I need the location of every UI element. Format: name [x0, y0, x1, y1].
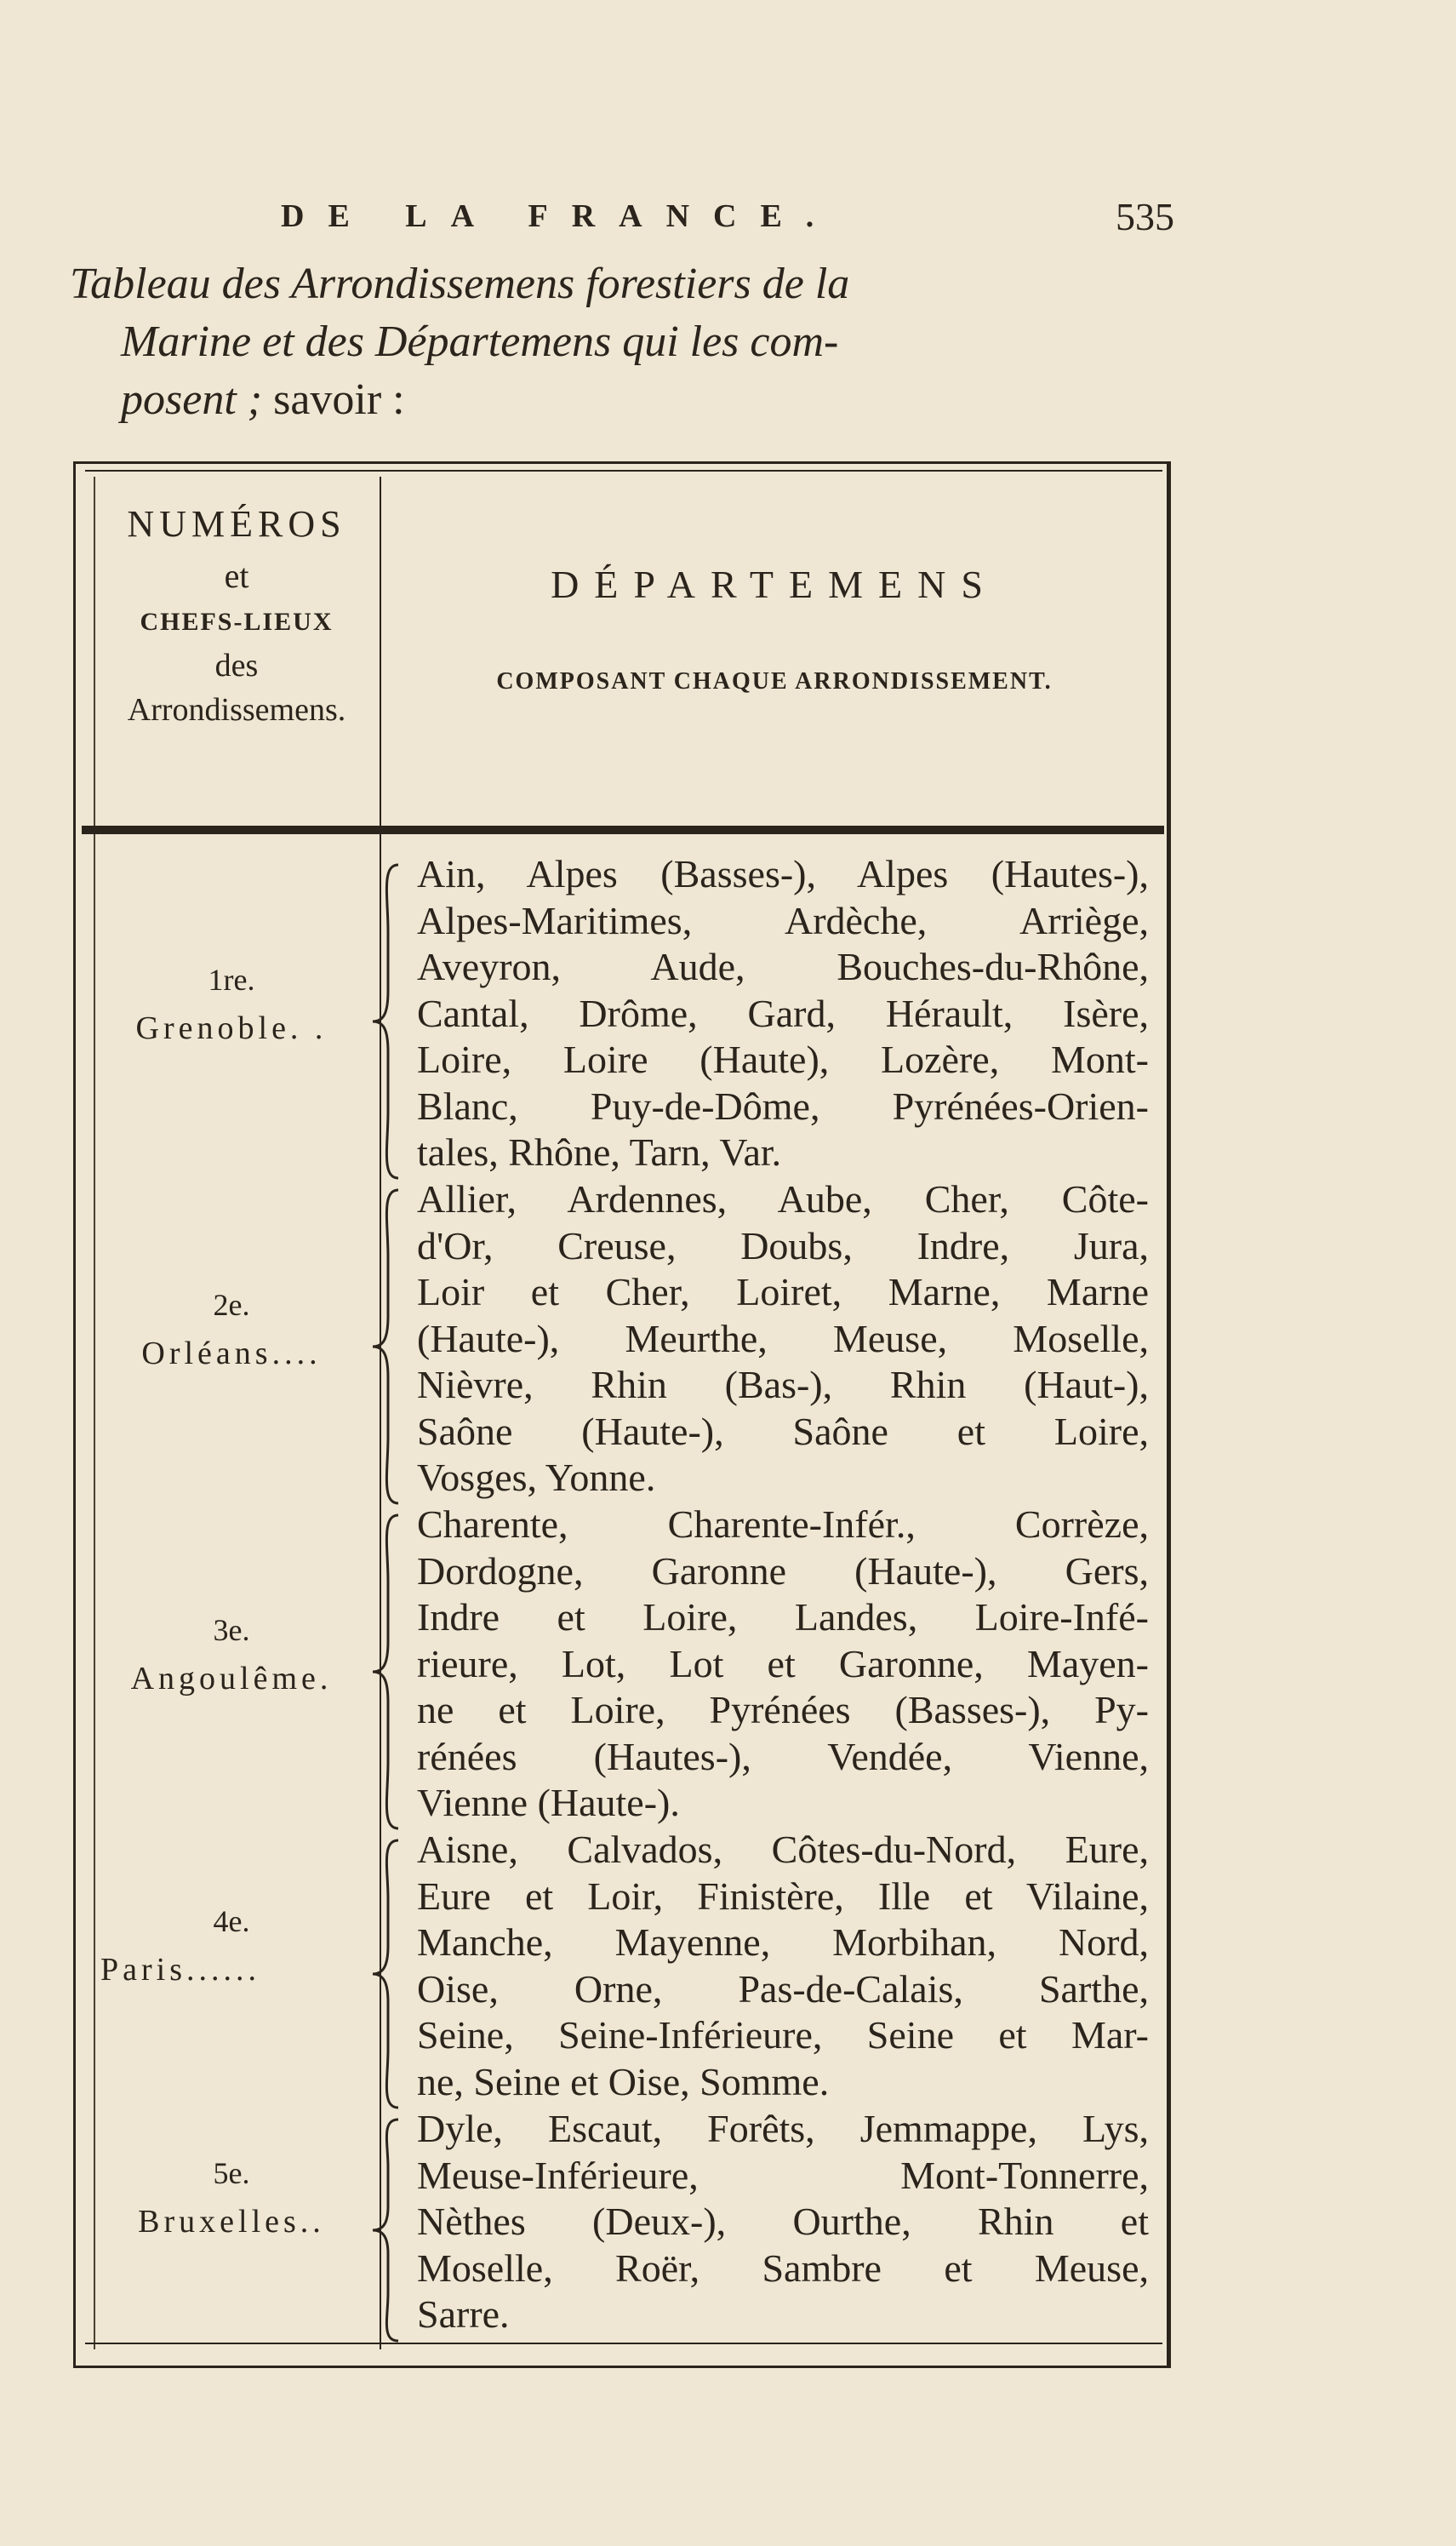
dept-line: Nèthes (Deux-), Ourthe, Rhin et	[417, 2200, 1149, 2243]
dept-line: Eure et Loir, Finistère, Ille et Vilaine,	[417, 1874, 1149, 1918]
header-composant: COMPOSANT CHAQUE ARRONDISSEMENT.	[496, 668, 1053, 695]
curly-brace-icon	[369, 2118, 403, 2343]
row-departments	[417, 851, 1149, 1176]
dept-line: tales, Rhône, Tarn, Var.	[417, 1130, 782, 1174]
dept-line: Dordogne, Garonne (Haute-), Gers,	[417, 1548, 1149, 1593]
table-row	[95, 2106, 1164, 2341]
header-chefs-lieux: CHEFS-LIEUX	[140, 608, 334, 636]
table-row	[95, 1827, 1164, 2106]
page-number: 535	[1116, 195, 1174, 238]
dept-line: ne et Loire, Pyrénées (Basses-), Py-	[417, 1688, 1149, 1731]
dept-line: Blanc, Puy-de-Dôme, Pyrénées-Orien-	[417, 1084, 1149, 1128]
row-chief-lieu	[95, 962, 368, 1047]
dept-line: Vosges, Yonne.	[417, 1456, 656, 1499]
table-row	[95, 851, 1164, 1176]
caption-line-3-italic: posent ;	[121, 375, 263, 424]
table-row	[95, 1176, 1164, 1502]
caption-line-2: Marine et des Départemens qui les com-	[121, 318, 839, 366]
table-bottom-rule	[85, 2343, 1162, 2344]
header-left-column	[95, 502, 378, 729]
row-number: 1re.	[208, 963, 255, 997]
row-chief-lieu	[95, 1287, 368, 1372]
dept-line: Ain, Alpes (Basses-), Alpes (Hautes-),	[417, 852, 1149, 895]
dept-line: Vienne (Haute-).	[417, 1781, 680, 1824]
row-number: 4e.	[213, 1904, 250, 1938]
curly-brace-icon	[369, 1839, 403, 2109]
caption-line-1: Tableau des Arrondissemens forestiers de la	[70, 260, 850, 308]
running-head	[281, 194, 1174, 245]
table-inner-top-rule	[85, 470, 1162, 472]
table-row	[95, 1502, 1164, 1827]
row-chief-lieu	[95, 1903, 368, 1988]
caption-line-3	[70, 371, 1176, 429]
dept-line: Allier, Ardennes, Aube, Cher, Côte-	[417, 1177, 1149, 1221]
dept-line: Aisne, Calvados, Côtes-du-Nord, Eure,	[417, 1828, 1149, 1871]
row-departments	[417, 1176, 1149, 1502]
running-head-title: DE LA FRANCE.	[281, 198, 838, 234]
row-city: Grenoble. .	[135, 1010, 328, 1046]
dept-line: Manche, Mayenne, Morbihan, Nord,	[417, 1920, 1149, 1964]
curly-brace-icon	[369, 1513, 403, 1830]
row-departments	[417, 1502, 1149, 1827]
curly-brace-icon	[369, 1188, 403, 1505]
dept-line: Meuse-Inférieure, Mont-Tonnerre,	[417, 2153, 1149, 2197]
table-caption	[70, 255, 1176, 429]
dept-line: Charente, Charente-Infér., Corrèze,	[417, 1502, 1149, 1546]
dept-line: Alpes-Maritimes, Ardèche, Arriège,	[417, 898, 1149, 942]
dept-line: Nièvre, Rhin (Bas-), Rhin (Haut-),	[417, 1363, 1149, 1406]
dept-line: rieure, Lot, Lot et Garonne, Mayen-	[417, 1641, 1149, 1685]
row-city: Orléans....	[141, 1336, 322, 1371]
header-departemens: DÉPARTEMENS	[551, 563, 998, 606]
header-right-column	[383, 562, 1166, 695]
row-number: 3e.	[213, 1613, 250, 1647]
header-numeros: NUMÉROS	[127, 503, 346, 545]
caption-line-3-roman: savoir :	[262, 375, 405, 424]
dept-line: ne, Seine et Oise, Somme.	[417, 2059, 830, 2103]
row-departments	[417, 1827, 1149, 2105]
row-number: 2e.	[213, 1288, 250, 1322]
row-departments	[417, 2106, 1149, 2338]
dept-line: Dyle, Escaut, Forêts, Jemmappe, Lys,	[417, 2107, 1149, 2150]
row-city: Bruxelles..	[138, 2204, 325, 2240]
dept-line: Indre et Loire, Landes, Loire-Infé-	[417, 1595, 1149, 1639]
curly-brace-icon	[369, 863, 403, 1180]
row-city: Paris......	[100, 1952, 260, 1988]
dept-line: d'Or, Creuse, Doubs, Indre, Jura,	[417, 1223, 1149, 1267]
dept-line: Aveyron, Aude, Bouches-du-Rhône,	[417, 945, 1149, 988]
dept-line: Seine, Seine-Inférieure, Seine et Mar-	[417, 2013, 1149, 2057]
row-number: 5e.	[213, 2156, 250, 2190]
dept-line: Moselle, Roër, Sambre et Meuse,	[417, 2246, 1149, 2290]
header-et: et	[224, 557, 249, 595]
dept-line: Saône (Haute-), Saône et Loire,	[417, 1409, 1149, 1453]
dept-line: Cantal, Drôme, Gard, Hérault, Isère,	[417, 991, 1149, 1035]
header-arrondissemens: Arrondissemens.	[127, 692, 346, 728]
row-chief-lieu	[95, 1612, 368, 1697]
row-chief-lieu	[95, 2155, 368, 2240]
dept-line: rénées (Hautes-), Vendée, Vienne,	[417, 1734, 1149, 1778]
dept-line: (Haute-), Meurthe, Meuse, Moselle,	[417, 1316, 1149, 1360]
dept-line: Loir et Cher, Loiret, Marne, Marne	[417, 1270, 1149, 1313]
dept-line: Oise, Orne, Pas-de-Calais, Sarthe,	[417, 1966, 1149, 2011]
header-des: des	[214, 648, 259, 684]
dept-line: Loire, Loire (Haute), Lozère, Mont-	[417, 1038, 1149, 1081]
dept-line: Sarre.	[417, 2292, 510, 2336]
row-city: Angoulême.	[130, 1661, 333, 1696]
table-header-rule	[82, 826, 1164, 834]
